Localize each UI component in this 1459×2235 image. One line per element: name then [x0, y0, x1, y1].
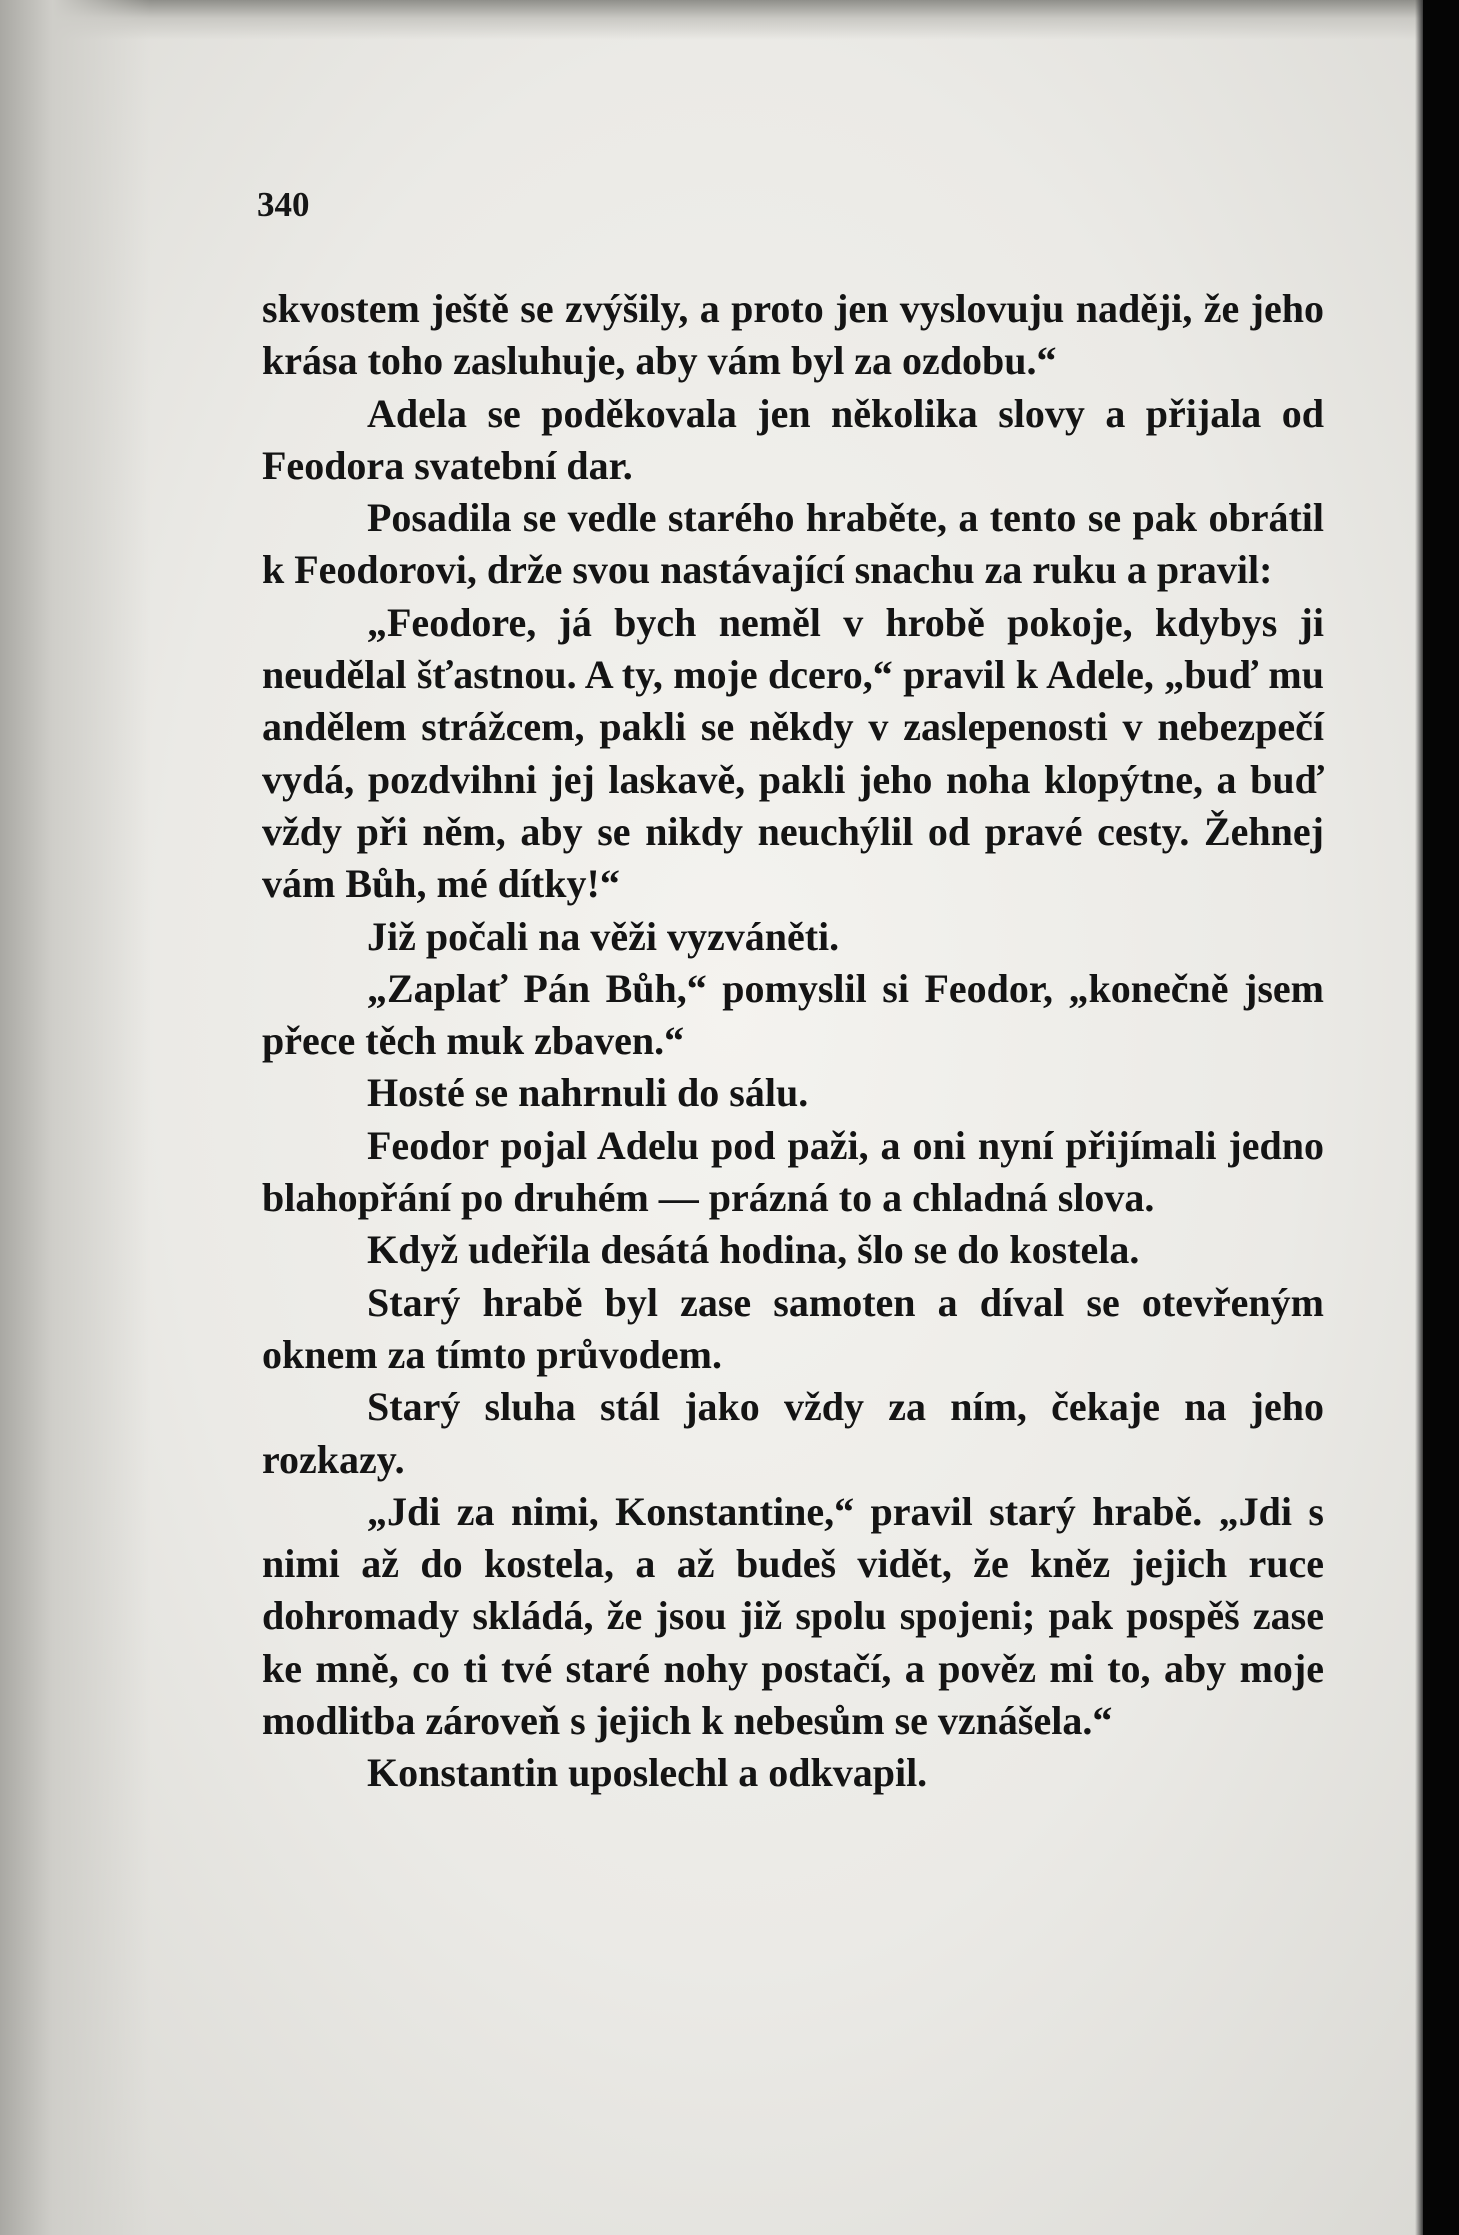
body-text	[262, 283, 1324, 1800]
paragraph: skvostem ještě se zvýšily, a proto jen vyslovuju naději, že jeho krása toho zasluhuje, aby vám byl za ozdobu.“	[262, 286, 1324, 384]
paragraph: Adela se poděkovala jen několika slovy a přijala od Feodora svatební dar.	[262, 390, 1324, 488]
paragraph: Hosté se nahrnuli do sálu.	[367, 1070, 809, 1116]
paragraph: „Feodore, já bych neměl v hrobě pokoje, kdybys ji neudělal šťastnou. A ty, moje dcero,“ pravil k Adele, „buď mu andělem strážcem, pakli se někdy v zaslepenosti v nebezpečí vydá, pozdvihni jej laskavě, pakli jeho noha klopýtne, a buď vždy při něm, aby se nikdy neuchýlil od pravé cesty. Žehnej vám Bůh, mé dítky!“	[262, 599, 1324, 907]
page-number: 340	[257, 185, 310, 224]
paragraph: Starý sluha stál jako vždy za ním, čekaje na jeho rozkazy.	[262, 1384, 1324, 1482]
paragraph: Když udeřila desátá hodina, šlo se do kostela.	[367, 1227, 1140, 1273]
paragraph: Posadila se vedle starého hraběte, a tento se pak obrátil k Feodorovi, drže svou nastávající snachu za ruku a pravil:	[262, 495, 1324, 593]
paragraph: Feodor pojal Adelu pod paži, a oni nyní přijímali jedno blahopřání po druhém — prázná to a chladná slova.	[262, 1122, 1324, 1221]
paragraph: „Zaplať Pán Bůh,“ pomyslil si Feodor, „konečně jsem přece těch muk zbaven.“	[262, 965, 1324, 1064]
scan-shadow-top	[0, 0, 1459, 40]
paragraph: Již počali na věži vyzváněti.	[367, 913, 840, 959]
scan-shadow-left	[0, 0, 150, 2235]
paragraph: Konstantin uposlechl a odkvapil.	[367, 1750, 928, 1796]
book-binding-edge	[1423, 0, 1459, 2235]
paragraph: „Jdi za nimi, Konstantine,“ pravil starý hrabě. „Jdi s nimi až do kostela, a až budeš vidět, že kněz jejich ruce dohromady skládá, že jsou již spolu spojeni; pak pospěš zase ke mně, co ti tvé staré nohy postačí, a pověz mi to, aby moje modlitba zároveň s jejich k nebesům se vznášela.“	[262, 1488, 1324, 1744]
paragraph: Starý hrabě byl zase samoten a díval se otevřeným oknem za tímto průvodem.	[262, 1279, 1324, 1377]
binding-shadow	[1415, 0, 1423, 2235]
